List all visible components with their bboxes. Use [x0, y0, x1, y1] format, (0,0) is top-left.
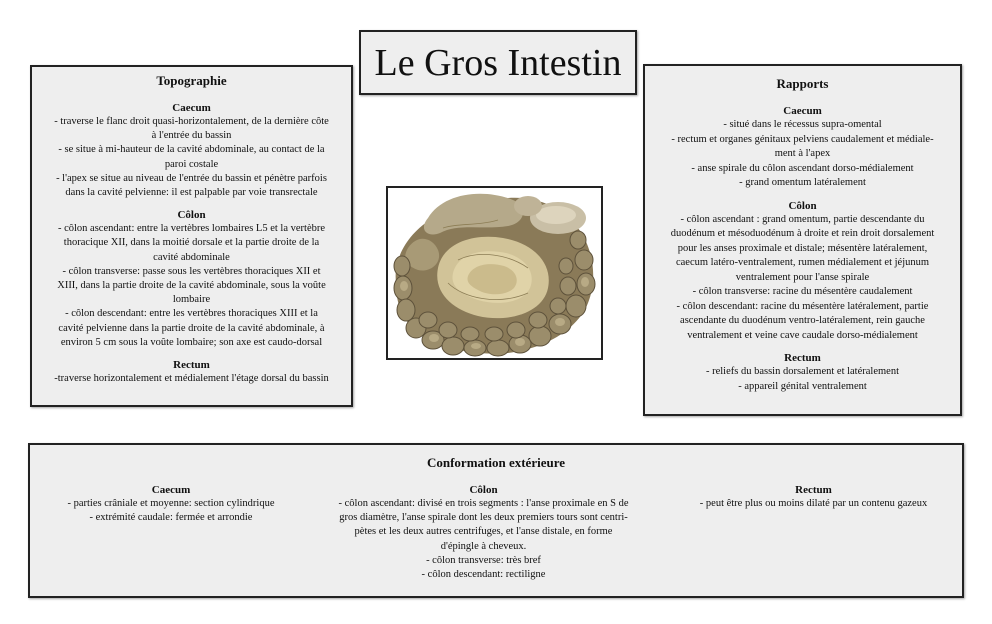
- text-line: cavité abdominale: [153, 251, 230, 263]
- text-line: - traverse le flanc droit quasi-horizontalement, de la dernière côte: [54, 116, 329, 127]
- rapports-caecum-section: [651, 105, 954, 191]
- page-title: Le Gros Intestin: [374, 41, 622, 84]
- text-line: - reliefs du bassin dorsalement et latéralement: [705, 366, 899, 377]
- conformation-columns: [36, 484, 956, 582]
- topographie-caecum-section: [37, 102, 346, 200]
- topographie-rectum-section: [37, 359, 346, 386]
- section-title: Caecum: [172, 102, 211, 114]
- text-line: cavité pelvienne dans la partie droite de la cavité abdominale, à: [58, 322, 325, 334]
- text-line: d'épingle à cheveux.: [440, 540, 527, 552]
- intestine-specimen-illustration: [388, 188, 601, 358]
- rapports-heading: Rapports: [776, 76, 829, 91]
- text-line: ventralement et veine cave caudale dorso-médialement: [687, 329, 918, 341]
- text-line: pètes et les deux autres centrifuges, et l'anse distale, en forme: [354, 526, 613, 538]
- page-title-box: [359, 30, 637, 95]
- text-line: environ 5 cm sous la voûte lombaire; son axe est caudo-dorsal: [60, 336, 323, 348]
- text-line: thoracique XII, dans la moitié dorsale et la partie droite de la: [63, 237, 320, 249]
- text-line: - se situe à mi-hauteur de la cavité abdominale, au contact de la: [58, 144, 325, 156]
- text-line: caecum latéro-ventralement, rumen médialement et jéjunum: [675, 257, 930, 268]
- text-line: - situé dans le récessus supra-omental: [723, 119, 882, 130]
- text-line: - côlon transverse: racine du mésentère caudalement: [692, 286, 913, 297]
- conformation-heading: Conformation extérieure: [426, 455, 566, 470]
- large-intestine-photo: [386, 186, 603, 360]
- text-line: XIII, dans la partie droite de la cavité abdominale, sous la voûte: [57, 280, 326, 292]
- text-line: lombaire: [172, 294, 211, 306]
- rapports-rectum-section: [651, 352, 954, 394]
- text-line: duodénum et mésoduodénum à droite et rein droit dorsalement: [670, 228, 935, 239]
- text-line: - appareil génital ventralement: [738, 380, 867, 392]
- text-line: - extrémité caudale: fermée et arrondie: [89, 512, 253, 524]
- text-line: - grand omentum latéralement: [739, 177, 866, 188]
- section-title: Côlon: [177, 209, 206, 222]
- text-line: - côlon transverse: passe sous les vertèbres thoraciques XII et: [62, 265, 321, 277]
- section-title: Caecum: [783, 105, 822, 117]
- section-title: Côlon: [788, 199, 817, 212]
- conformation-box: [28, 443, 964, 598]
- section-title: Rectum: [795, 484, 832, 496]
- text-line: - anse spirale du côlon ascendant dorso-médialement: [691, 162, 914, 174]
- text-line: gros diamètre, l'anse spirale dont les deux premiers tours sont centri-: [339, 512, 628, 524]
- text-line: ventralement pour l'anse spirale: [735, 271, 870, 283]
- section-title: Rectum: [173, 359, 210, 372]
- section-title: Côlon: [469, 484, 498, 496]
- text-line: dans la cavité pelvienne: il est palpable par voie transrectale: [65, 187, 318, 199]
- text-line: - côlon descendant: racine du mésentère latéralement, partie: [676, 300, 929, 312]
- text-line: à l'entrée du bassin: [151, 130, 232, 142]
- conformation-colon-column: [314, 484, 654, 582]
- text-line: - côlon ascendant: divisé en trois segments : l'anse proximale en S de: [338, 498, 629, 509]
- text-line: paroi costale: [164, 158, 219, 170]
- text-line: - côlon descendant: rectiligne: [421, 569, 546, 581]
- section-title: Caecum: [151, 484, 191, 496]
- text-line: - l'apex se situe au niveau de l'entrée du bassin et pénètre parfois: [56, 172, 327, 184]
- text-line: - côlon descendant: entre les vertèbres thoraciques XIII et la: [65, 308, 318, 320]
- conformation-rectum-column: [671, 484, 956, 582]
- text-line: - côlon transverse: très bref: [426, 554, 541, 566]
- rapports-box: [643, 64, 962, 416]
- topographie-heading: Topographie: [156, 73, 227, 88]
- text-line: - parties crâniale et moyenne: section cylindrique: [67, 498, 275, 509]
- conformation-caecum-column: [46, 484, 296, 582]
- rapports-colon-section: [651, 200, 954, 344]
- text-line: -traverse horizontalement et médialement l'étage dorsal du bassin: [54, 373, 329, 385]
- text-line: - peut être plus ou moins dilaté par un contenu gazeux: [699, 498, 928, 509]
- text-line: - côlon ascendant: entre la vertèbres lombaires L5 et la vertèbre: [57, 223, 326, 235]
- text-line: - côlon ascendant : grand omentum, partie descendante du: [680, 213, 925, 225]
- text-line: ascendante du duodénum ventro-latéralement, rein gauche: [680, 315, 925, 326]
- section-title: Rectum: [784, 352, 821, 364]
- topographie-box: [30, 65, 353, 407]
- text-line: - rectum et organes génitaux pelviens caudalement et médiale-: [671, 133, 934, 145]
- text-line: pour les anses proximale et distale; mésentère latéralement,: [677, 242, 928, 254]
- topographie-colon-section: [37, 209, 346, 350]
- text-line: ment à l'apex: [774, 148, 831, 159]
